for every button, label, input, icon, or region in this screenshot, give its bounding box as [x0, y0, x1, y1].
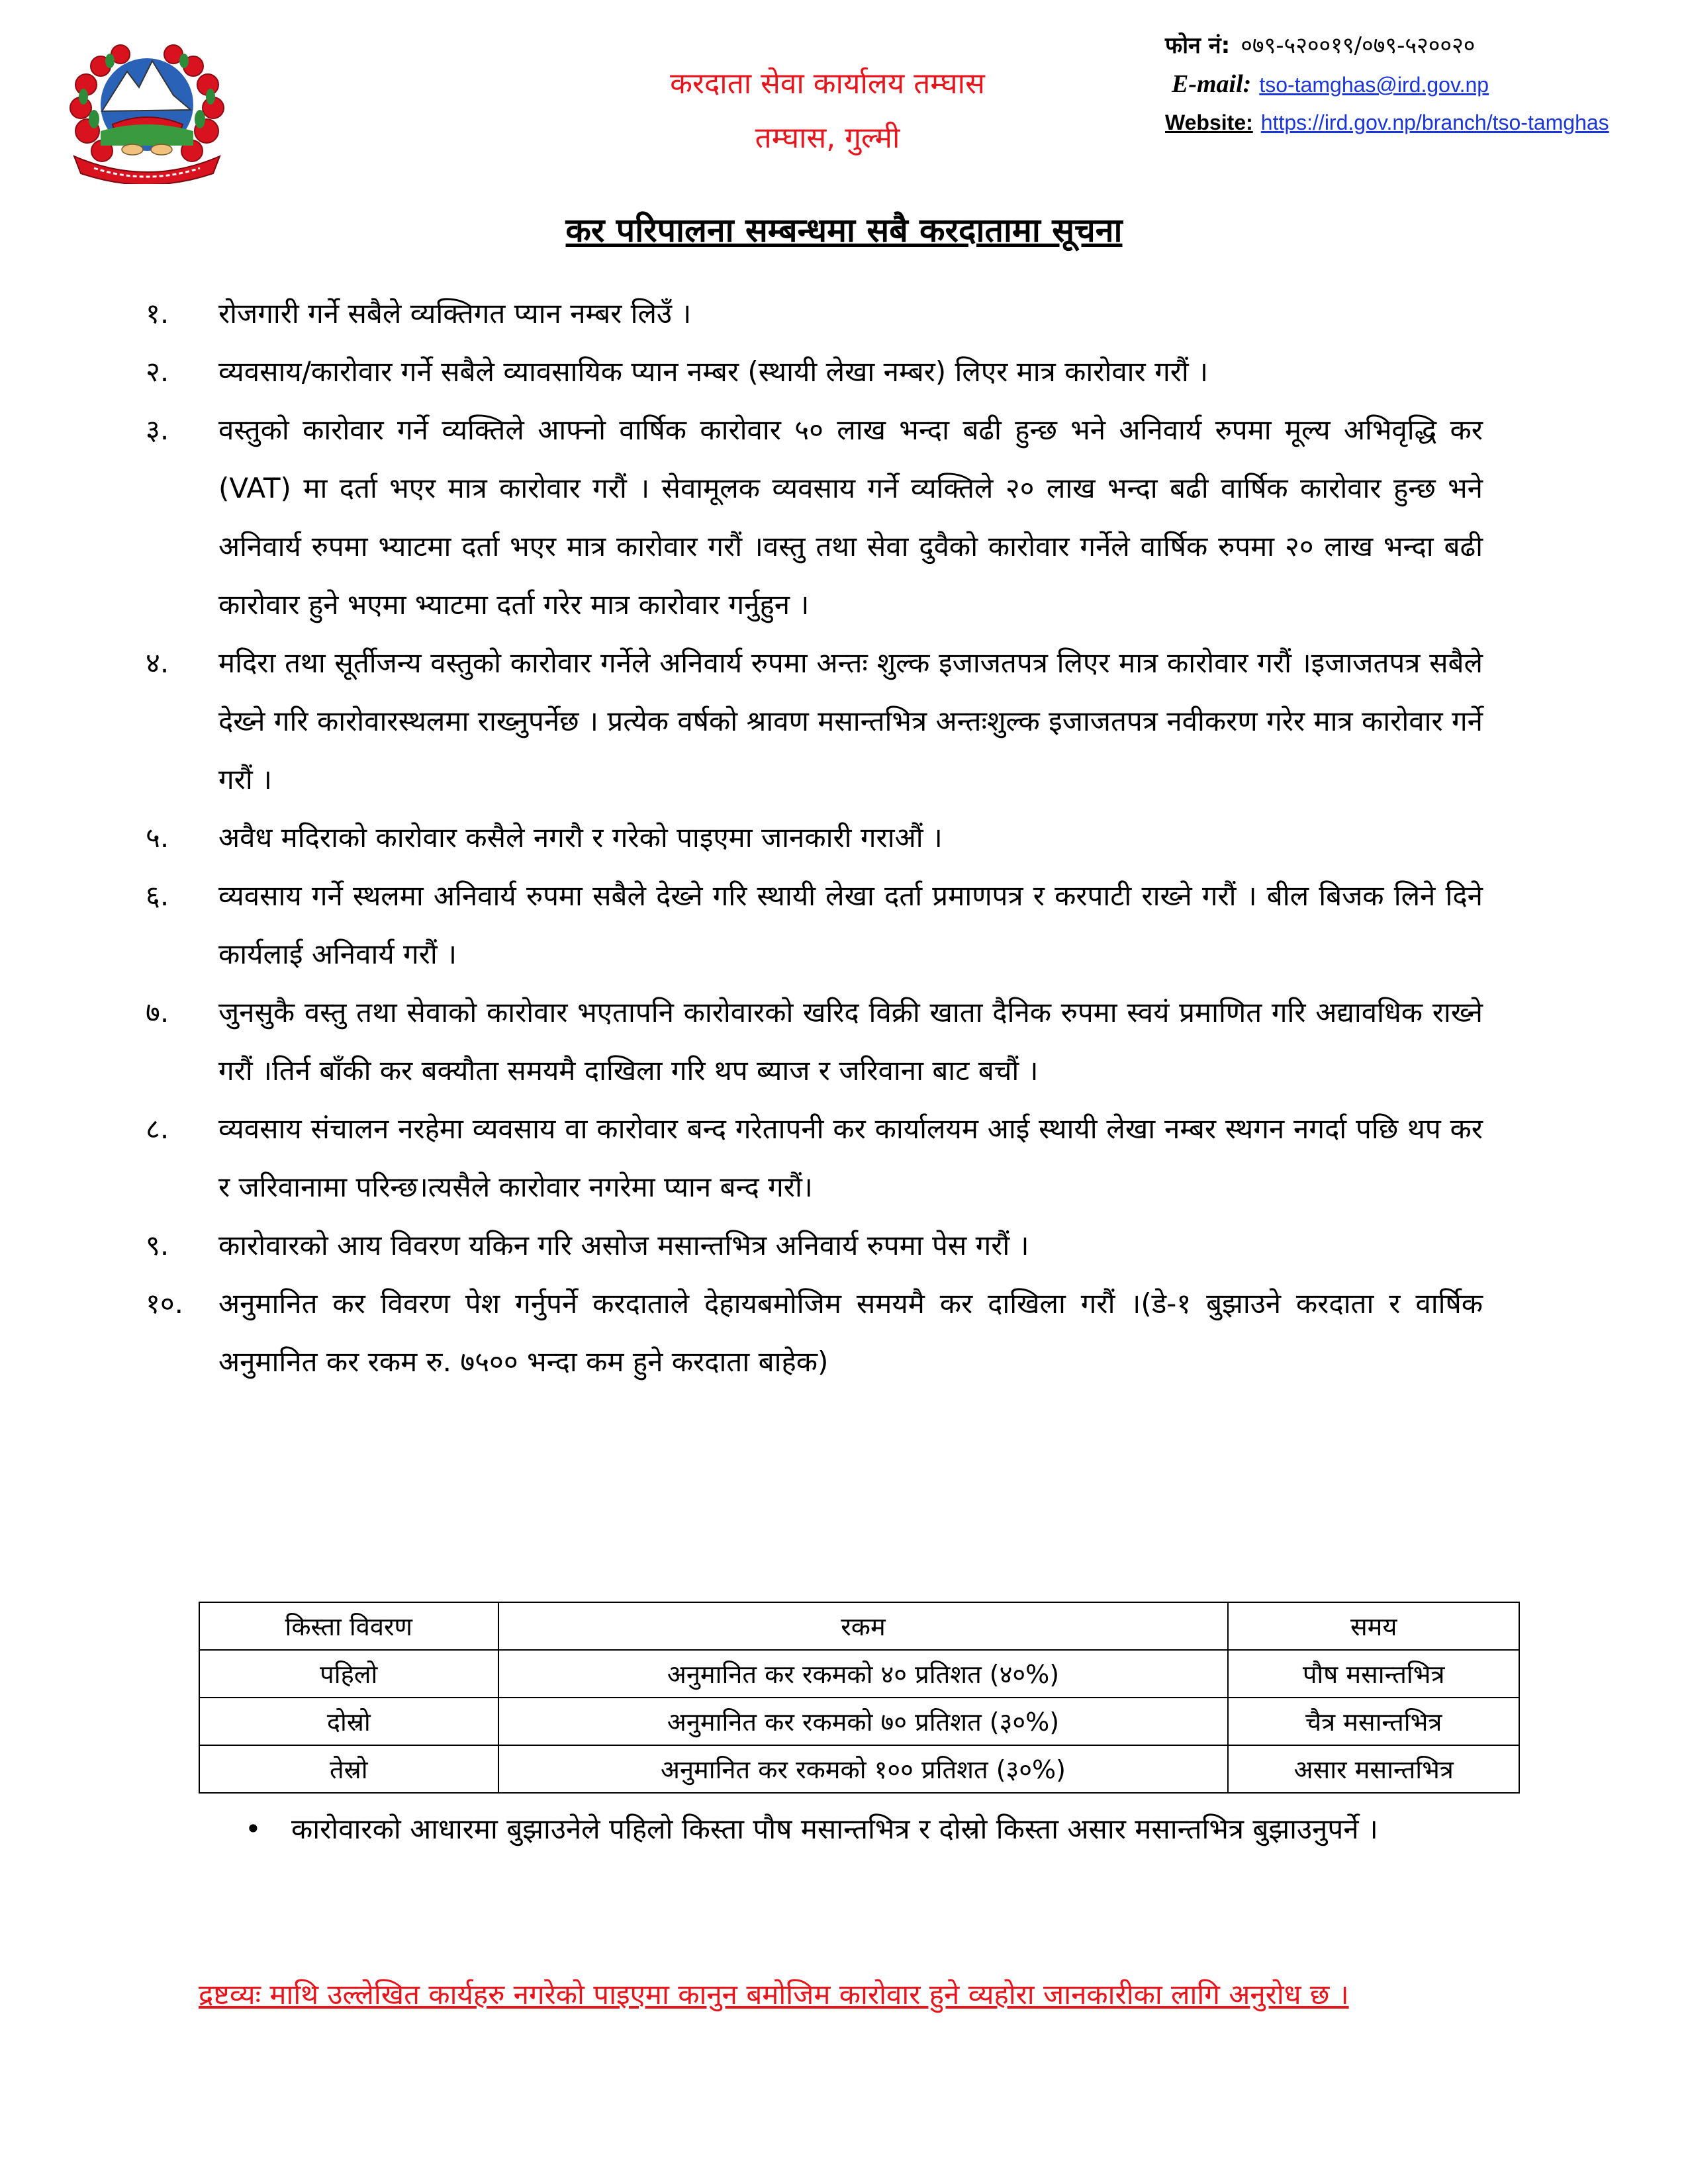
notice-title: कर परिपालना सम्बन्धमा सबै करदातामा सूचना — [565, 211, 1123, 250]
item-text: जुनसुकै वस्तु तथा सेवाको कारोवार भएतापनि कारोवारको खरिद विक्री खाता दैनिक रुपमा स्वयं प्रमाणित गरि अद्यावधिक राख्ने गरौं ।तिर्न बाँकी कर बक्यौता समयमै दाखिला गरि थप ब्याज र जरिवाना बाट बचौं । — [218, 996, 1483, 1087]
table-cell: अनुमानित कर रकमको १०० प्रतिशत (३०%) — [498, 1745, 1229, 1793]
bullet-symbol: • — [245, 1813, 261, 1845]
table-header-cell: किस्ता विवरण — [199, 1602, 498, 1650]
table-cell: अनुमानित कर रकमको ७० प्रतिशत (३०%) — [498, 1698, 1229, 1745]
table-row — [199, 1698, 1519, 1745]
email-row — [1165, 65, 1668, 103]
list-item — [146, 343, 1483, 401]
item-number: २. — [146, 355, 169, 388]
list-item — [146, 1275, 1483, 1391]
notice-footnote: द्रष्टव्यः माथि उल्लेखित कार्यहरु नगरेको पाइएमा कानुन बमोजिम कारोवार हुने व्यहोरा जानकारीका लागि अनुरोध छ । — [199, 1978, 1349, 2011]
list-item — [146, 1216, 1483, 1275]
item-number: १. — [146, 297, 169, 330]
table-cell: पौष मसान्तभित्र — [1228, 1650, 1519, 1698]
item-number: ८. — [146, 1113, 169, 1145]
contact-block — [1165, 26, 1668, 142]
phone-row — [1165, 26, 1668, 65]
list-item — [146, 1100, 1483, 1216]
list-item — [146, 285, 1483, 343]
item-text: अनुमानित कर विवरण पेश गर्नुपर्ने करदाताले देहायबमोजिम समयमै कर दाखिला गरौं ।(डे-१ बुझाउने करदाता र वार्षिक अनुमानित कर रकम रु. ७५०० भन्दा कम हुने करदाता बाहेक) — [218, 1287, 1483, 1378]
item-text: रोजगारी गर्ने सबैले व्यक्तिगत प्यान नम्बर लिउँ । — [218, 297, 692, 330]
table-header-cell: रकम — [498, 1602, 1229, 1650]
table-cell: दोस्रो — [199, 1698, 498, 1745]
item-text: वस्तुको कारोवार गर्ने व्यक्तिले आफ्नो वार्षिक कारोवार ५० लाख भन्दा बढी हुन्छ भने अनिवार्य रुपमा मूल्य अभिवृद्धि कर (VAT) मा दर्ता भएर मात्र कारोवार गरौं । सेवामूलक व्यवसाय गर्ने व्यक्तिले २० लाख भन्दा बढी वार्षिक कारोवार हुन्छ भने अनिवार्य रुपमा भ्याटमा दर्ता भएर मात्र कारोवार गरौं ।वस्तु तथा सेवा दुवैको कारोवार गर्नेले वार्षिक रुपमा २० लाख भन्दा बढी कारोवार हुने भएमा भ्याटमा दर्ता गरेर मात्र कारोवार गर्नुहुन । — [218, 414, 1483, 621]
website-link[interactable]: https://ird.gov.np/branch/tso-tamghas — [1260, 111, 1609, 134]
list-item — [146, 867, 1483, 983]
notice-list — [146, 285, 1483, 1391]
website-label: Website: — [1165, 111, 1253, 134]
phone-label: फोन नं: — [1165, 32, 1231, 59]
table-cell: पहिलो — [199, 1650, 498, 1698]
website-row — [1165, 103, 1668, 142]
table-row — [199, 1650, 1519, 1698]
list-item — [146, 983, 1483, 1100]
item-number: ९. — [146, 1229, 169, 1261]
item-text: मदिरा तथा सूर्तीजन्य वस्तुको कारोवार गर्नेले अनिवार्य रुपमा अन्तः शुल्क इजाजतपत्र लिएर मात्र कारोवार गरौं ।इजाजतपत्र सबैले देख्ने गरि कारोवारस्थलमा राख्नुपर्नेछ । प्रत्येक वर्षको श्रावण मसान्तभित्र अन्तःशुल्क इजाजतपत्र नवीकरण गरेर मात्र कारोवार गर्ने गरौं । — [218, 647, 1483, 796]
table-header-row — [199, 1602, 1519, 1650]
installment-table-wrap — [199, 1602, 1520, 1794]
phone-value: ०७९-५२००१९/०७९-५२००२० — [1241, 32, 1476, 59]
item-number: १०. — [146, 1287, 184, 1320]
item-number: ७. — [146, 996, 169, 1028]
table-cell: चैत्र मसान्तभित्र — [1228, 1698, 1519, 1745]
email-link[interactable]: tso-tamghas@ird.gov.np — [1259, 73, 1489, 97]
bullet-item — [245, 1800, 1529, 1858]
email-label: E-mail: — [1172, 70, 1252, 98]
item-number: ४. — [146, 647, 169, 679]
office-name: करदाता सेवा कार्यालय तम्घास — [670, 67, 985, 101]
installment-table — [199, 1602, 1520, 1794]
item-number: ३. — [146, 414, 169, 446]
table-header-cell: समय — [1228, 1602, 1519, 1650]
office-place: तम्घास, गुल्मी — [755, 121, 900, 155]
item-number: ५. — [146, 821, 169, 854]
nepal-government-emblem-icon — [61, 32, 233, 184]
item-text: व्यवसाय गर्ने स्थलमा अनिवार्य रुपमा सबैले देख्ने गरि स्थायी लेखा दर्ता प्रमाणपत्र र करपाटी राख्ने गरौं । बील बिजक लिने दिने कार्यलाई अनिवार्य गरौं । — [218, 880, 1483, 970]
table-cell: तेस्रो — [199, 1745, 498, 1793]
list-item — [146, 809, 1483, 867]
table-cell: असार मसान्तभित्र — [1228, 1745, 1519, 1793]
item-text: व्यवसाय/कारोवार गर्ने सबैले व्यावसायिक प्यान नम्बर (स्थायी लेखा नम्बर) लिएर मात्र कारोवार गरौं । — [218, 355, 1209, 388]
office-heading — [463, 61, 1192, 161]
table-cell: अनुमानित कर रकमको ४० प्रतिशत (४०%) — [498, 1650, 1229, 1698]
list-item — [146, 634, 1483, 809]
item-text: कारोवारको आय विवरण यकिन गरि असोज मसान्तभित्र अनिवार्य रुपमा पेस गरौं । — [218, 1229, 1029, 1261]
table-row — [199, 1745, 1519, 1793]
bullet-text: कारोवारको आधारमा बुझाउनेले पहिलो किस्ता पौष मसान्तभित्र र दोस्रो किस्ता असार मसान्तभित्र बुझाउनुपर्ने । — [291, 1813, 1378, 1845]
item-text: अवैध मदिराको कारोवार कसैले नगरौ र गरेको पाइएमा जानकारी गराऔं । — [218, 821, 943, 854]
item-number: ६. — [146, 880, 169, 912]
item-text: व्यवसाय संचालन नरहेमा व्यवसाय वा कारोवार बन्द गरेतापनी कर कार्यालयम आई स्थायी लेखा नम्बर स्थगन नगर्दा पछि थप कर र जरिवानामा परिन्छ।त्यसैले कारोवार नगरेमा प्यान बन्द गरौं। — [218, 1113, 1483, 1203]
list-item — [146, 401, 1483, 634]
